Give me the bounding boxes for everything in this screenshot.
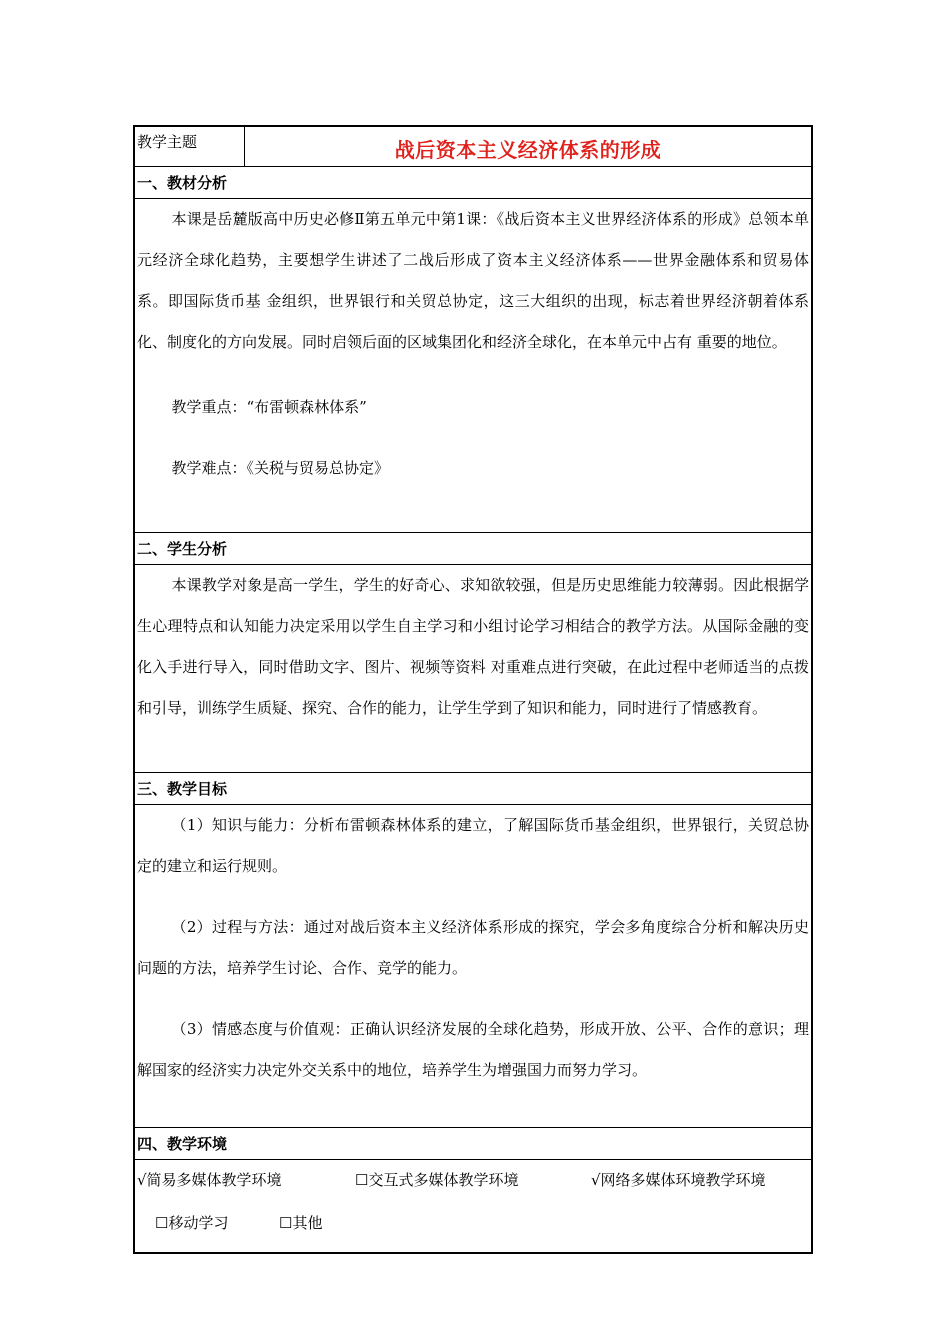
environment-options [135, 1160, 811, 1252]
student-analysis-heading: 二、学生分析 [135, 533, 811, 565]
textbook-analysis-body [135, 199, 811, 533]
objectives-body [135, 805, 811, 1128]
env-option-network-multimedia[interactable]: √网络多媒体环境教学环境 [591, 1171, 766, 1189]
objective-attitude: （3）情感态度与价值观：正确认识经济发展的全球化趋势，形成开放、公平、合作的意识；理解国家的经济实力决定外交关系中的地位，培养学生为增强国力而努力学习。 [137, 1020, 809, 1079]
env-option-simple-multimedia[interactable]: √简易多媒体教学环境 [137, 1171, 282, 1189]
topic-title: 战后资本主义经济体系的形成 [394, 138, 662, 162]
env-option-other[interactable]: ☐其他 [279, 1214, 323, 1232]
textbook-analysis-heading: 一、教材分析 [135, 167, 811, 199]
key-point: 教学重点：“布雷顿森林体系” [171, 398, 367, 416]
textbook-analysis-paragraph: 本课是岳麓版高中历史必修Ⅱ第五单元中第1课：《战后资本主义世界经济体系的形成》总领本单元经济全球化趋势，主要想学生讲述了二战后形成了资本主义经济体系——世界金融体系和贸易体系。即国际货币基 金组织，世界银行和关贸总协定，这三大组织的出现，标志着世界经济朝着体系化、制度化的方向发展。同时启领后面的区域集团化和经济全球化，在本单元中占有 重要的地位。 [137, 210, 809, 351]
env-option-interactive-multimedia[interactable]: ☐交互式多媒体教学环境 [355, 1171, 519, 1189]
lesson-plan-table [133, 125, 813, 1254]
objective-process: （2）过程与方法：通过对战后资本主义经济体系形成的探究，学会多角度综合分析和解决历史问题的方法，培养学生讨论、合作、竞学的能力。 [137, 918, 809, 977]
objective-knowledge: （1）知识与能力：分析布雷顿森林体系的建立，了解国际货币基金组织，世界银行，关贸总协定的建立和运行规则。 [137, 816, 809, 875]
student-analysis-paragraph: 本课教学对象是高一学生，学生的好奇心、求知欲较强，但是历史思维能力较薄弱。因此根据学生心理特点和认知能力决定采用以学生自主学习和小组讨论学习相结合的教学方法。从国际金融的变化入手进行导入，同时借助文字、图片、视频等资料 对重难点进行突破，在此过程中老师适当的点拨和引导，训练学生质疑、探究、合作的能力，让学生学到了知识和能力，同时进行了情感教育。 [137, 576, 809, 717]
student-analysis-body [135, 565, 811, 773]
difficulty-point: 教学难点：《关税与贸易总协定》 [171, 459, 390, 477]
topic-row [135, 127, 811, 167]
objectives-heading: 三、教学目标 [135, 773, 811, 805]
env-option-mobile-learning[interactable]: ☐移动学习 [155, 1214, 229, 1232]
environment-heading: 四、教学环境 [135, 1128, 811, 1160]
topic-label: 教学主题 [135, 127, 245, 166]
